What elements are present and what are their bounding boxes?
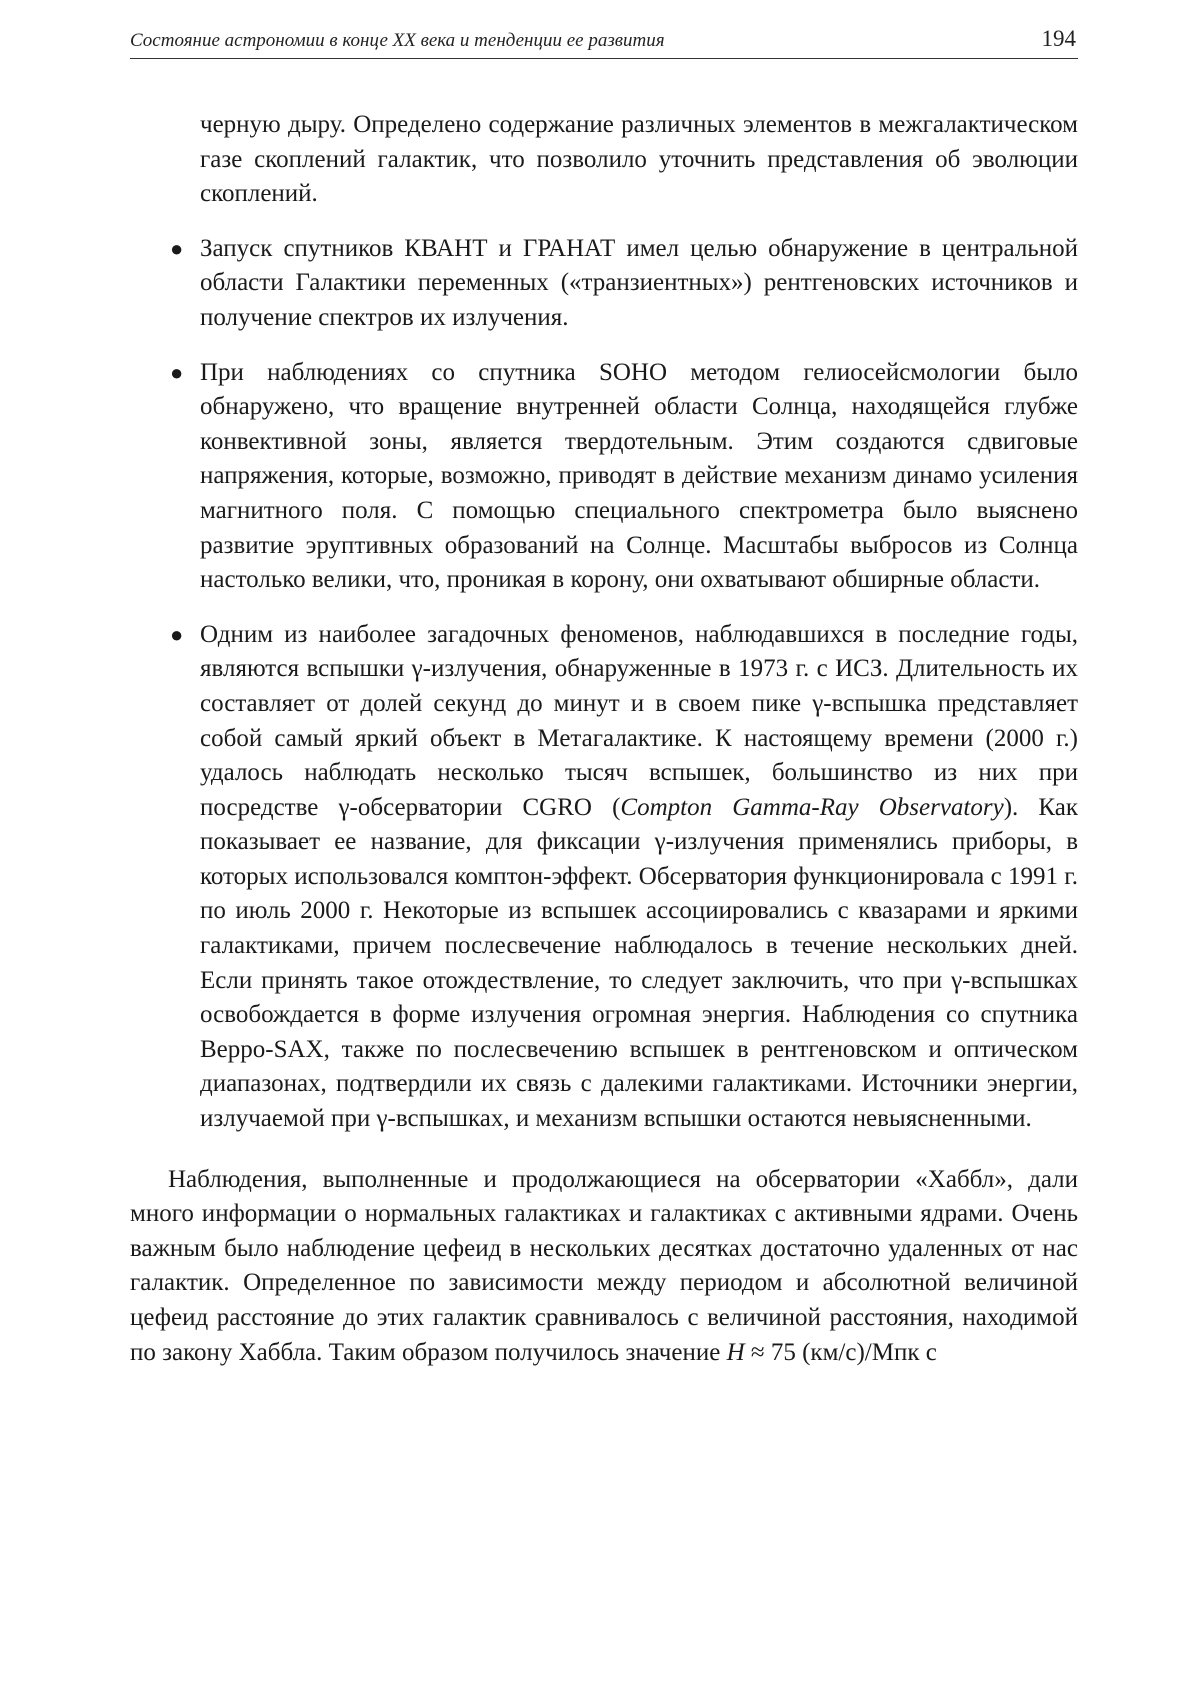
running-header [130,18,1078,59]
list-item [130,232,1078,336]
hubble-constant-symbol: H [726,1338,745,1366]
final-paragraph-text: Наблюдения, выполненные и продолжающиеся на обсерватории «Хаббл», дали много информации о нормальных галактиках и галактиках с активными ядрами. Очень важным было наблюдение цефеид в нескольких десятках достаточно удаленных от нас галактик. Определенное по зависимости между периодом и абсолютной величиной цефеид расстояние до этих галактик сравнивалось с величиной расстояния, находимой по закону Хаббла. Таким образом получилось значение [130,1165,1078,1366]
body-text [130,108,1078,1370]
list-item-text: Запуск спутников КВАНТ и ГРАНАТ имел целью обнаружение в центральной области Галактики переменных («транзиентных») рентгеновских источников и получение спектров их излучения. [200,234,1078,331]
bullet-icon: ● [170,235,184,261]
observatory-name: Compton Gamma-Ray Observatory [620,793,1004,821]
gamma-text-part1: Одним из наиболее загадочных феноменов, наблюдавшихся в последние годы, являются вспышки γ-излучения, обнаруженные в 1973 г. с ИСЗ. Длительность их составляет от долей секунд до минут и в своем пике γ-вспышка представляет собой самый яркий объект в Метагалактике. К настоящему времени (2000 г.) удалось наблюдать несколько тысяч вспышек, большинство из них при посредстве γ-обсерватории CGRO ( [200,620,1078,821]
list-item-text: При наблюдениях со спутника SOHO методом гелиосейсмологии было обнаружено, что вращение внутренней области Солнца, находящейся глубже конвективной зоны, является твердотельным. Этим создаются сдвиговые напряжения, которые, возможно, приводят в действие механизм динамо усиления магнитного поля. С помощью специального спектрометра было выяснено развитие эруптивных образований на Солнце. Масштабы выбросов из Солнца настолько велики, что, проникая в корону, они охватывают обширные области. [200,358,1078,594]
page-number: 194 [1041,26,1076,51]
bullet-icon: ● [170,359,184,385]
list-item-text [200,618,1078,1137]
final-paragraph [130,1163,1078,1371]
gamma-text-part2: ). Как показывает ее название, для фиксации γ-излучения применялись приборы, в которых использовался комптон-эффект. Обсерватория функционировала с 1991 г. по июль 2000 г. Некоторые из вспышек ассоциировались с квазарами и яркими галактиками, причем послесвечение наблюдалось в течение нескольких дней. Если принять такое отождествление, то следует заключить, что при γ-вспышках освобождается в форме излучения огромная энергия. Наблюдения со спутника Beppo-SAX, также по послесвечению вспышек в рентгеновском и оптическом диапазонах, подтвердили их связь с далекими галактиками. Источники энергии, излучаемой при γ-вспышках, и механизм вспышки остаются невыясненными. [200,793,1078,1133]
list-item [130,618,1078,1137]
list-item [130,356,1078,598]
final-paragraph-end: ≈ 75 (км/с)/Мпк с [744,1338,937,1366]
running-title: Состояние астрономии в конце XX века и тенденции ее развития [130,30,665,51]
continued-paragraph: черную дыру. Определено содержание различных элементов в межгалактическом газе скоплений галактик, что позволило уточнить представления об эволюции скоплений. [200,111,1078,208]
bullet-icon: ● [170,621,184,647]
